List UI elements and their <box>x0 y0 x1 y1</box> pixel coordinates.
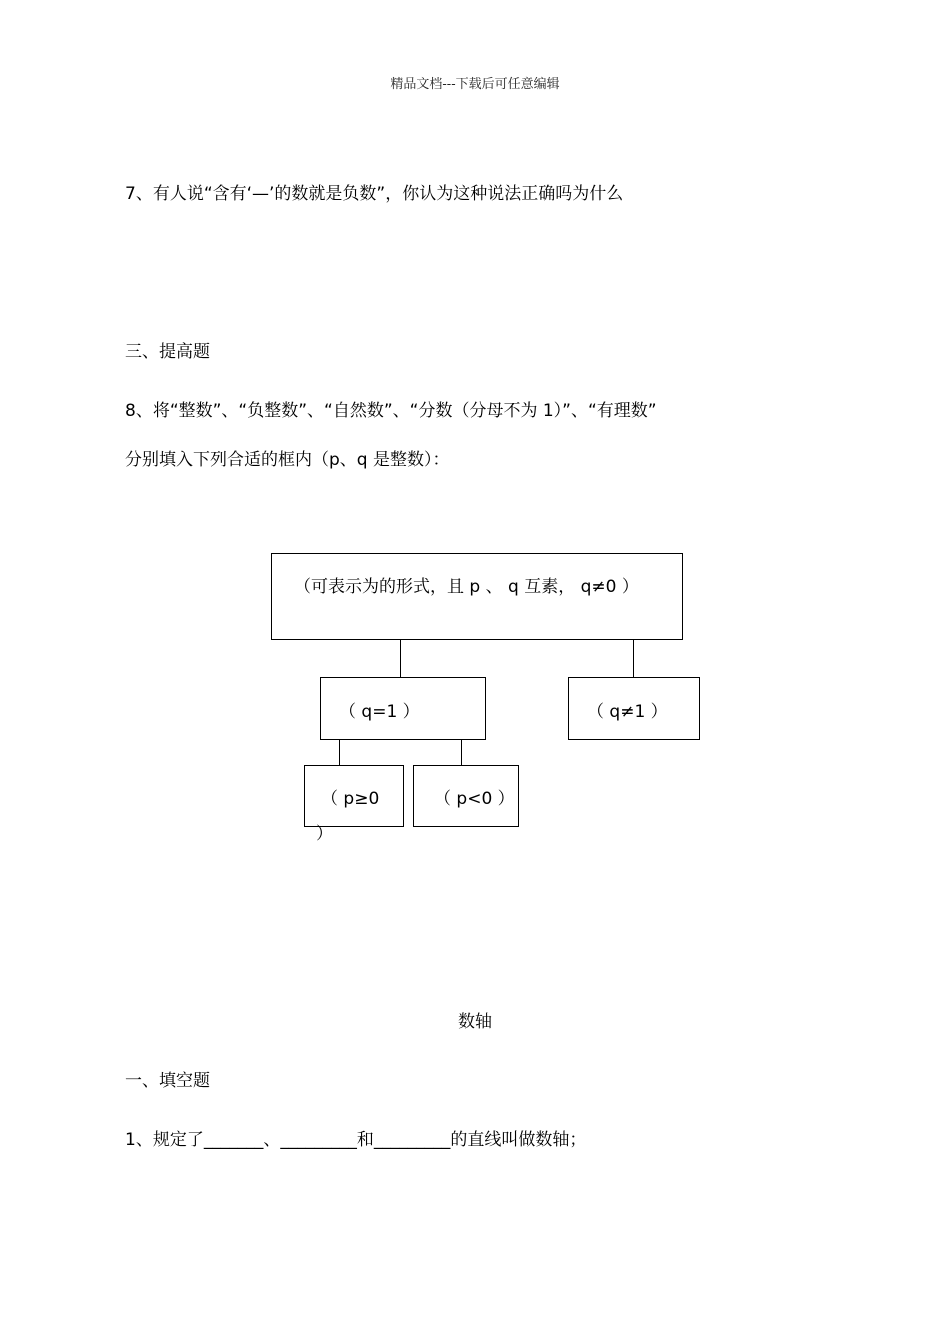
connector-line <box>633 640 634 678</box>
numberline-title: 数轴 <box>458 1012 492 1032</box>
connector-line <box>461 740 462 766</box>
p-neg-box[interactable] <box>413 765 519 827</box>
section-title-advanced: 三、提高题 <box>125 342 210 362</box>
section-title-fill-in: 一、填空题 <box>125 1071 210 1091</box>
connector-line <box>400 640 401 678</box>
q-equal-1-label: （ q=1 ） <box>339 702 420 722</box>
p-nonneg-close-paren: ） <box>316 824 333 844</box>
question-8-line-1: 8、将“整数”、“负整数”、“自然数”、“分数（分母不为 1）”、“有理数” <box>125 401 657 421</box>
connector-line <box>339 740 340 766</box>
question-7: 7、有人说“含有‘—’的数就是负数”，你认为这种说法正确吗为什么 <box>125 184 624 204</box>
p-nonneg-box[interactable] <box>304 765 404 827</box>
root-box-label: （可表示为的形式，且 p 、 q 互素， q≠0 ） <box>294 577 639 597</box>
q-equal-1-box[interactable] <box>320 677 486 740</box>
p-nonneg-label: （ p≥0 <box>321 789 380 809</box>
page-header: 精品文档---下载后可任意编辑 <box>390 77 560 92</box>
question-8-line-2: 分别填入下列合适的框内（p、q 是整数）： <box>125 450 450 470</box>
q-not-1-label: （ q≠1 ） <box>587 702 668 722</box>
p-neg-label: （ p<0 ） <box>434 789 515 809</box>
root-box[interactable] <box>271 553 683 640</box>
q-not-1-box[interactable] <box>568 677 700 740</box>
numberline-question-1: 1、规定了_______、_________和_________的直线叫做数轴； <box>125 1130 587 1150</box>
